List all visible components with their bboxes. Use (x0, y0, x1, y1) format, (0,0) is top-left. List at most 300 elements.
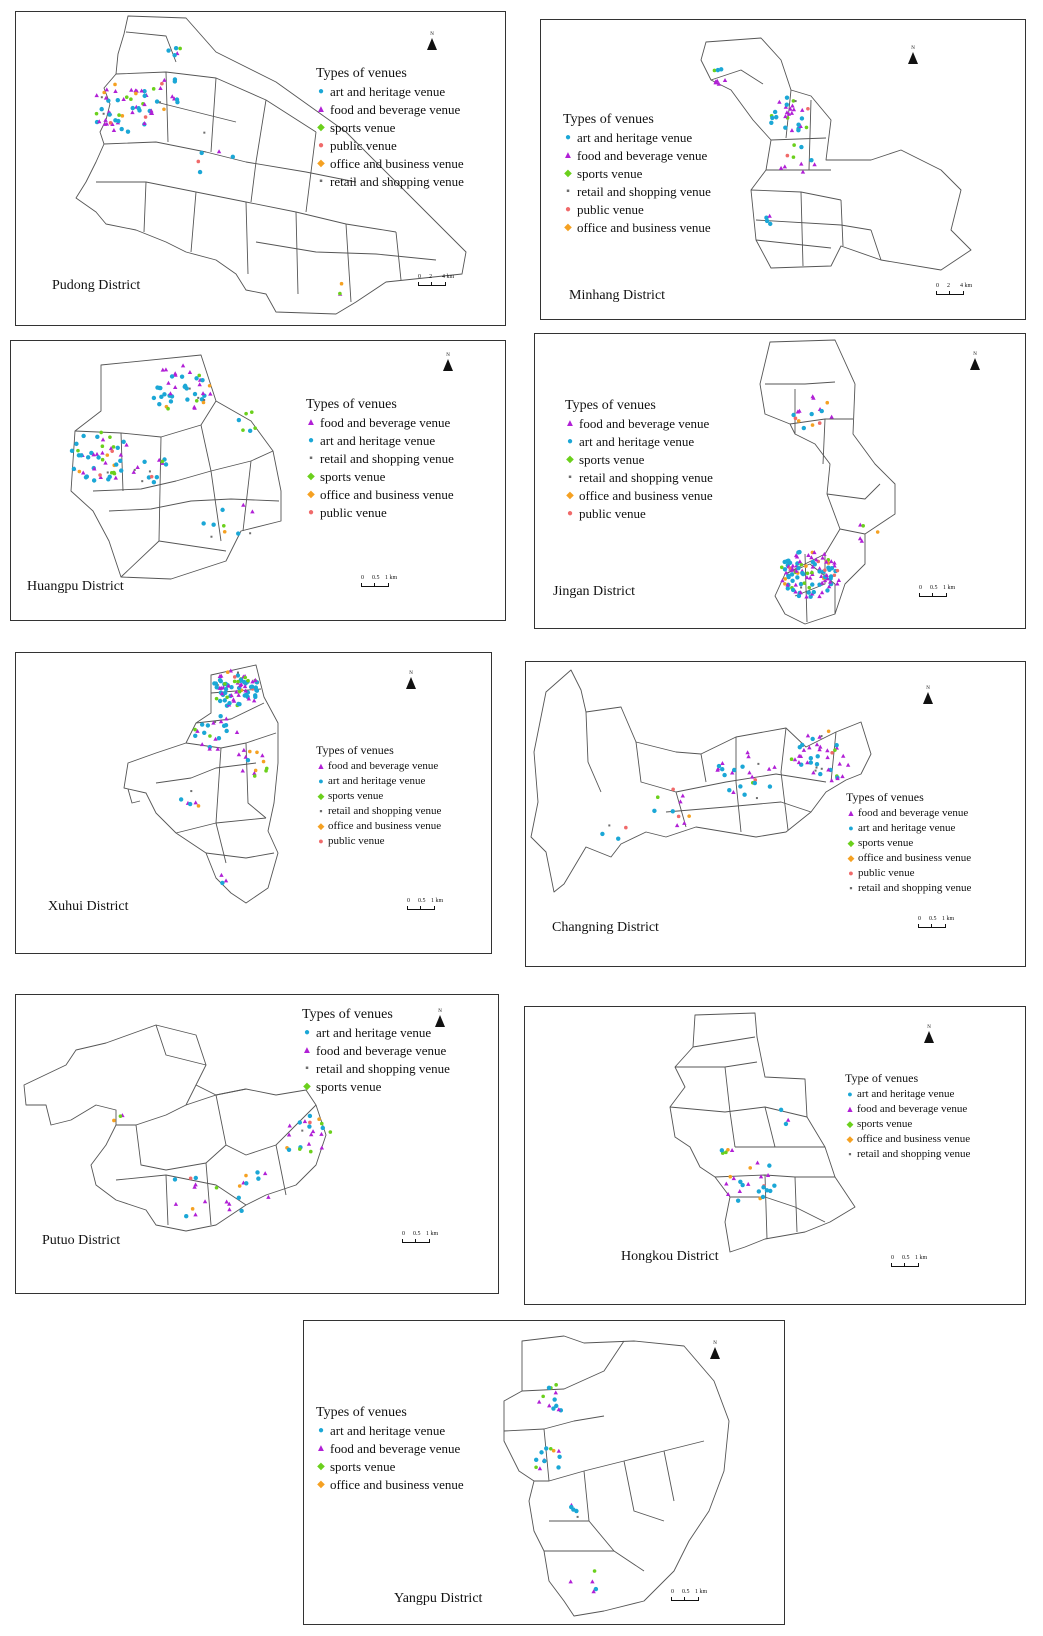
sports-venue-point (800, 563, 804, 567)
office-venue-point (804, 564, 808, 568)
legend (846, 790, 971, 896)
scale-label: 0 (418, 274, 421, 280)
food-venue-point (237, 752, 241, 756)
sports-symbol-icon: ◆ (317, 791, 325, 801)
legend-title: Types of venues (846, 790, 924, 804)
art-venue-point (214, 681, 218, 685)
food-venue-point (675, 823, 679, 827)
art-venue-point (220, 508, 224, 512)
legend-label: art and heritage venue (320, 433, 436, 448)
legend-item (306, 450, 454, 468)
art-venue-point (254, 685, 258, 689)
scale-label: 0.5 (413, 1231, 421, 1237)
art-venue-point (218, 699, 222, 703)
legend-label: art and heritage venue (330, 84, 446, 99)
food-venue-point (798, 559, 802, 563)
sports-venue-point (549, 1447, 553, 1451)
district-name: Putuo District (42, 1233, 121, 1248)
office-venue-point (208, 384, 212, 388)
food-venue-point (818, 745, 822, 749)
art-venue-point (223, 698, 227, 702)
food-venue-point (802, 748, 806, 752)
food-venue-point (227, 1207, 231, 1211)
food-symbol-icon: ▲ (316, 104, 326, 115)
retail-venue-point (189, 388, 191, 390)
legend-title: Types of venues (316, 66, 407, 81)
art-venue-point (791, 588, 795, 592)
north-arrow-icon: N (426, 32, 438, 50)
food-venue-point (682, 821, 686, 825)
office-venue-point (112, 1119, 116, 1123)
sports-venue-point (166, 407, 170, 411)
art-venue-point (834, 743, 838, 747)
district-name: Jingan District (553, 584, 636, 599)
district-name: Pudong District (52, 278, 141, 293)
art-venue-point (800, 571, 804, 575)
sports-venue-point (298, 1147, 302, 1151)
sports-venue-point (243, 676, 247, 680)
food-venue-point (841, 754, 845, 758)
art-venue-point (96, 455, 100, 459)
sports-venue-point (541, 1395, 545, 1399)
food-venue-point (287, 1132, 291, 1136)
legend-label: food and beverage venue (328, 760, 439, 772)
art-venue-point (237, 1196, 241, 1200)
legend-item (302, 1078, 450, 1096)
retail-venue-point (107, 471, 109, 473)
legend-title: Types of venues (565, 398, 656, 413)
food-venue-point (681, 794, 685, 798)
food-venue-point (808, 576, 812, 580)
map-panel-yangpu (303, 1320, 785, 1625)
food-venue-point (759, 1174, 763, 1178)
art-venue-point (162, 392, 166, 396)
map-panel-huangpu (10, 340, 506, 621)
art-venue-point (534, 1458, 538, 1462)
food-venue-point (114, 476, 118, 480)
food-venue-point (724, 1181, 728, 1185)
art-venue-point (557, 1455, 561, 1459)
sports-venue-point (117, 113, 121, 117)
retail-venue-point (815, 767, 817, 769)
legend-label: retail and shopping venue (858, 882, 972, 894)
food-venue-point (266, 1195, 270, 1199)
art-venue-point (142, 460, 146, 464)
art-symbol-icon: ● (303, 1027, 311, 1038)
art-venue-point (84, 475, 88, 479)
art-venue-point (253, 693, 257, 697)
office-venue-point (223, 530, 227, 534)
art-venue-point (193, 392, 197, 396)
legend-item (565, 487, 713, 505)
legend-item (845, 1087, 970, 1102)
legend-label: art and heritage venue (577, 130, 693, 145)
art-venue-point (143, 94, 147, 98)
public-venue-point (110, 449, 114, 453)
legend (316, 743, 441, 849)
art-venue-point (767, 1163, 771, 1167)
scale-label: 0 (919, 585, 922, 591)
scale-bar (936, 283, 973, 295)
art-venue-point (770, 116, 774, 120)
art-venue-point (137, 108, 141, 112)
food-venue-point (806, 553, 810, 557)
art-venue-point (298, 1120, 302, 1124)
scale-label: 1 km (431, 898, 444, 904)
legend-label: retail and shopping venue (577, 184, 711, 199)
art-venue-point (193, 734, 197, 738)
food-symbol-icon: ▲ (563, 150, 573, 161)
sports-venue-point (215, 697, 219, 701)
sports-venue-point (338, 292, 342, 296)
food-venue-point (804, 594, 808, 598)
art-venue-point (99, 107, 103, 111)
scale-label: 1 km (426, 1231, 439, 1237)
sports-symbol-icon: ◆ (847, 838, 855, 848)
food-venue-point (224, 717, 228, 721)
art-venue-point (126, 129, 130, 133)
art-venue-point (152, 396, 156, 400)
food-venue-point (779, 166, 783, 170)
office-symbol-icon: ◆ (847, 853, 855, 863)
legend-item (563, 183, 711, 201)
legend-label: public venue (579, 506, 646, 521)
art-venue-point (809, 756, 813, 760)
legend-item (565, 505, 713, 523)
legend-label: food and beverage venue (579, 416, 710, 431)
art-venue-point (773, 110, 777, 114)
scale-bar (919, 585, 956, 597)
art-venue-point (779, 1108, 783, 1112)
sports-venue-point (223, 682, 227, 686)
art-venue-point (768, 1189, 772, 1193)
food-venue-point (554, 1390, 558, 1394)
food-venue-point (746, 754, 750, 758)
legend (845, 1071, 970, 1162)
legend-item (306, 468, 454, 486)
retail-symbol-icon: ▪ (319, 806, 323, 816)
art-venue-point (185, 397, 189, 401)
food-venue-point (173, 385, 177, 389)
food-venue-point (726, 1192, 730, 1196)
sports-venue-point (129, 97, 133, 101)
art-venue-point (768, 784, 772, 788)
art-venue-point (220, 881, 224, 885)
legend-label: office and business venue (330, 156, 464, 171)
retail-venue-point (197, 397, 199, 399)
legend-label: food and beverage venue (320, 415, 451, 430)
map-panel-changning (525, 661, 1026, 967)
scale-label: 0.5 (929, 916, 937, 922)
sports-venue-point (329, 1130, 333, 1134)
public-symbol-icon: ● (566, 508, 574, 519)
food-venue-point (241, 503, 245, 507)
public-venue-point (836, 569, 840, 573)
food-venue-point (815, 742, 819, 746)
sports-venue-point (724, 1151, 728, 1155)
sports-venue-point (152, 87, 156, 91)
sports-venue-point (101, 458, 105, 462)
retail-venue-point (149, 470, 151, 472)
food-venue-point (217, 149, 221, 153)
sports-venue-point (108, 435, 112, 439)
legend-item (316, 137, 464, 155)
art-venue-point (70, 449, 74, 453)
food-symbol-icon: ▲ (306, 417, 316, 428)
office-venue-point (248, 750, 252, 754)
office-venue-point (78, 470, 82, 474)
food-venue-point (103, 118, 107, 122)
office-venue-point (121, 114, 125, 118)
art-venue-point (194, 376, 198, 380)
retail-venue-point (141, 480, 143, 482)
food-venue-point (820, 590, 824, 594)
sports-venue-point (119, 1114, 123, 1118)
map-panel-putuo (15, 994, 499, 1294)
scale-bar-line (919, 593, 947, 597)
legend-label: office and business venue (320, 487, 454, 502)
art-venue-point (790, 579, 794, 583)
office-symbol-icon: ◆ (317, 1479, 325, 1490)
art-venue-point (810, 582, 814, 586)
retail-symbol-icon: ▪ (566, 186, 570, 197)
legend-label: public venue (330, 138, 397, 153)
art-venue-point (218, 678, 222, 682)
sports-venue-point (250, 410, 254, 414)
legend-item (846, 821, 971, 836)
map-panel-minhang (540, 19, 1026, 320)
legend-item (846, 806, 971, 821)
north-arrow-icon: N (709, 1341, 721, 1359)
legend (306, 397, 454, 522)
art-venue-point (742, 792, 746, 796)
legend-label: public venue (577, 202, 644, 217)
office-venue-point (162, 107, 166, 111)
art-venue-point (95, 435, 99, 439)
food-venue-point (219, 873, 223, 877)
sports-symbol-icon: ◆ (564, 168, 572, 179)
legend (565, 398, 713, 523)
scale-bar-line (918, 924, 946, 928)
food-venue-point (241, 768, 245, 772)
sports-symbol-icon: ◆ (303, 1081, 311, 1092)
legend-item (316, 819, 441, 834)
art-venue-point (825, 588, 829, 592)
sports-venue-point (110, 471, 114, 475)
legend-item (563, 219, 711, 237)
art-venue-point (785, 102, 789, 106)
art-venue-point (222, 724, 226, 728)
art-venue-point (188, 802, 192, 806)
food-venue-point (797, 760, 801, 764)
legend (302, 1007, 450, 1096)
art-venue-point (736, 1198, 740, 1202)
art-venue-point (802, 426, 806, 430)
art-venue-point (671, 809, 675, 813)
legend-item (316, 759, 441, 774)
sports-venue-point (241, 428, 245, 432)
food-venue-point (720, 761, 724, 765)
scale-label: 1 km (385, 575, 398, 581)
food-venue-point (193, 1182, 197, 1186)
sports-venue-point (101, 444, 105, 448)
art-venue-point (166, 48, 170, 52)
art-venue-point (799, 145, 803, 149)
north-arrow-icon: N (923, 1025, 935, 1043)
public-symbol-icon: ● (317, 140, 325, 151)
sports-venue-point (790, 757, 794, 761)
legend-label: food and beverage venue (857, 1103, 968, 1115)
legend-label: office and business venue (858, 852, 972, 864)
office-venue-point (197, 804, 201, 808)
legend-label: food and beverage venue (858, 807, 969, 819)
art-venue-point (796, 122, 800, 126)
scale-bar (418, 274, 455, 286)
art-venue-point (791, 413, 795, 417)
food-symbol-icon: ▲ (316, 1443, 326, 1454)
food-venue-point (100, 451, 104, 455)
sports-venue-point (861, 524, 865, 528)
sports-venue-point (593, 1569, 597, 1573)
legend-item (306, 486, 454, 504)
legend (316, 1405, 464, 1494)
food-symbol-icon: ▲ (565, 418, 575, 429)
scale-label: 0 (918, 916, 921, 922)
food-venue-point (135, 465, 139, 469)
legend-title: Types of venues (302, 1007, 393, 1022)
food-venue-point (219, 719, 223, 723)
art-venue-point (77, 453, 81, 457)
legend-item (845, 1117, 970, 1132)
art-venue-point (200, 378, 204, 382)
art-venue-point (224, 729, 228, 733)
food-venue-point (723, 78, 727, 82)
scale-label: 0 (407, 898, 410, 904)
legend-label: sports venue (857, 1118, 913, 1130)
north-arrow-icon: N (405, 671, 417, 689)
retail-venue-point (800, 586, 802, 588)
food-venue-point (812, 162, 816, 166)
sports-symbol-icon: ◆ (566, 454, 574, 465)
art-venue-point (119, 468, 123, 472)
sports-venue-point (805, 126, 809, 130)
legend-title: Types of venues (306, 397, 397, 412)
legend-item (845, 1147, 970, 1162)
sports-venue-point (233, 680, 237, 684)
art-venue-point (237, 418, 241, 422)
food-venue-point (203, 1199, 207, 1203)
art-venue-point (116, 119, 120, 123)
sports-venue-point (76, 449, 80, 453)
scale-bar-line (407, 906, 435, 910)
art-venue-point (107, 112, 111, 116)
art-venue-point (155, 99, 159, 103)
retail-venue-point (103, 113, 105, 115)
legend-item (302, 1024, 450, 1042)
scale-bar (407, 898, 444, 910)
legend-label: retail and shopping venue (320, 451, 454, 466)
art-venue-point (152, 480, 156, 484)
food-symbol-icon: ▲ (846, 808, 856, 818)
art-venue-point (800, 743, 804, 747)
art-venue-point (757, 1189, 761, 1193)
art-venue-point (184, 1214, 188, 1218)
art-venue-point (807, 590, 811, 594)
art-symbol-icon: ● (307, 435, 315, 446)
art-venue-point (287, 1148, 291, 1152)
legend-item (316, 83, 464, 101)
scale-label: 4 km (442, 274, 455, 280)
office-venue-point (827, 729, 831, 733)
sports-venue-point (253, 774, 257, 778)
art-venue-point (796, 128, 800, 132)
art-venue-point (244, 693, 248, 697)
public-symbol-icon: ● (307, 507, 315, 518)
art-venue-point (740, 1183, 744, 1187)
art-venue-point (554, 1404, 558, 1408)
legend-label: sports venue (330, 120, 396, 135)
food-venue-point (755, 1160, 759, 1164)
sports-venue-point (246, 679, 250, 683)
sports-venue-point (112, 445, 116, 449)
sports-venue-point (810, 571, 814, 575)
legend-item (316, 1476, 464, 1494)
art-venue-point (716, 68, 720, 72)
legend-item (316, 834, 441, 849)
public-symbol-icon: ● (848, 868, 854, 878)
art-symbol-icon: ● (317, 1425, 325, 1436)
art-venue-point (544, 1446, 548, 1450)
district-name: Xuhui District (48, 899, 129, 914)
food-venue-point (320, 1145, 324, 1149)
food-symbol-icon: ▲ (845, 1104, 855, 1114)
art-venue-point (547, 1386, 551, 1390)
sports-venue-point (215, 1186, 219, 1190)
retail-venue-point (203, 132, 205, 134)
scale-bar (402, 1231, 439, 1243)
food-venue-point (130, 110, 134, 114)
art-venue-point (785, 559, 789, 563)
art-venue-point (815, 762, 819, 766)
legend-item (845, 1132, 970, 1147)
legend-label: office and business venue (330, 1477, 464, 1492)
food-venue-point (193, 800, 197, 804)
public-venue-point (189, 1176, 193, 1180)
public-venue-point (98, 473, 102, 477)
food-venue-point (166, 381, 170, 385)
food-venue-point (101, 437, 105, 441)
retail-symbol-icon: ▪ (849, 883, 853, 893)
art-venue-point (173, 79, 177, 83)
legend-label: art and heritage venue (316, 1025, 432, 1040)
sports-venue-point (806, 571, 810, 575)
food-venue-point (158, 86, 162, 90)
food-venue-point (224, 1199, 228, 1203)
art-venue-point (800, 116, 804, 120)
food-venue-point (814, 557, 818, 561)
legend-title: Types of venues (316, 743, 394, 757)
public-symbol-icon: ● (318, 836, 324, 846)
public-venue-point (197, 160, 201, 164)
legend-item (302, 1060, 450, 1078)
district-name: Changning District (552, 920, 659, 935)
food-venue-point (94, 93, 98, 97)
food-symbol-icon: ▲ (316, 761, 326, 771)
public-venue-point (160, 82, 164, 86)
art-venue-point (616, 836, 620, 840)
retail-venue-point (795, 100, 797, 102)
map-panel-hongkou (524, 1006, 1026, 1305)
